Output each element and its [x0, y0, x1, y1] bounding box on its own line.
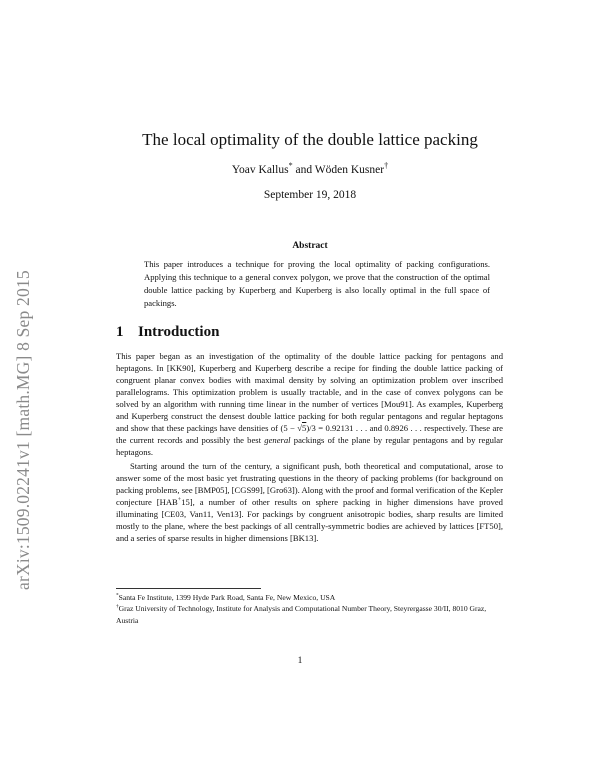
superscript: + [177, 497, 182, 504]
paragraph-text: packings of the plane by regular pentagons and by regular heptagons. [116, 435, 503, 458]
footnote-mark: † [384, 161, 389, 171]
footnote-text: Graz University of Technology, Institute for Analysis and Computational Number Theory, Steyrergasse 30/II, 8010 Graz, Austria [116, 604, 487, 625]
paper-date: September 19, 2018 [263, 189, 357, 201]
abstract-heading: Abstract [292, 241, 328, 251]
footnote [116, 603, 503, 626]
section-title: Introduction [138, 324, 220, 340]
footnote-divider [116, 588, 261, 589]
paper-title: The local optimality of the double lattice packing [142, 130, 478, 149]
footnote-mark: * [288, 161, 293, 171]
page-number: 1 [297, 656, 303, 666]
abstract-text: This paper introduces a technique for proving the local optimality of packing configurations. Applying this technique to a general convex polygon, we prove that the construction of the optimal double lattice packing by Kuperberg and Kuperberg is also locally optimal in the full space of packings. [144, 259, 490, 308]
paragraph-text: This paper began as an investigation of the optimality of the double lattice packing for pentagons and heptagons. In [KK90], Kuperberg and Kuperberg describe a recipe for finding the double lattice packing of congruent planar convex bodies with maximal density by solving an optimization problem over inscribed parallelograms. This optimization problem is usually tractable, and in the case of convex polygons can be solved by an algorithm with running time linear in the number of vertices [Mou91]. As examples, Kuperberg and Kuperberg construct the densest double lattice packing for both regular pentagons and regular heptagons and show that these packings have densities of [116, 351, 503, 434]
author-conjunction: and [295, 164, 313, 176]
body-paragraph [116, 350, 503, 458]
paragraph-text: Starting around the turn of the century, a significant push, both theoretical and computational, arose to answer some of the most basic yet frustrating questions in the theory of packing problems (for background on packing problems, see [BMP05], [CGS99], [Gro63]). Along with the proof and formal verification of the Kepler conjecture [HAB [116, 461, 503, 508]
formula-text: )/3 = 0.92131 . . . [306, 423, 368, 434]
paragraph-text: 15], a number of other results on sphere packing in higher dimensions have proved illuminating [CE03, Van11, Ven13]. For packings by congruent anisotropic bodies, sharp results are limited mostly to the plane, where the best packings of all centrally-symmetric bodies are achieved by lattices [FT50], and a series of sparse results in higher dimensions [BK13]. [116, 497, 503, 544]
footnote-mark: * [116, 592, 119, 599]
section-number: 1 [116, 324, 124, 340]
body-paragraph [116, 460, 503, 544]
formula-text: (5 − √ [280, 423, 303, 434]
arxiv-identifier-stamp: arXiv:1509.02241v1 [math.MG] 8 Sep 2015 [13, 270, 33, 590]
formula-radicand: 5 [302, 423, 307, 434]
footnote-text: Santa Fe Institute, 1399 Hyde Park Road, Santa Fe, New Mexico, USA [118, 593, 336, 602]
footnote [116, 592, 503, 603]
author-name: Yoav Kallus [231, 164, 289, 176]
author-name: Wöden Kusner [314, 164, 385, 176]
density-formula [280, 423, 367, 433]
paragraph-text: and 0.8926 . . . respectively. These are the current records and possibly the best [116, 423, 503, 446]
section-heading [116, 324, 219, 341]
emphasized-word: general [264, 435, 291, 446]
author-line [100, 161, 520, 176]
footnotes [116, 592, 503, 626]
footnote-mark: † [116, 603, 119, 610]
